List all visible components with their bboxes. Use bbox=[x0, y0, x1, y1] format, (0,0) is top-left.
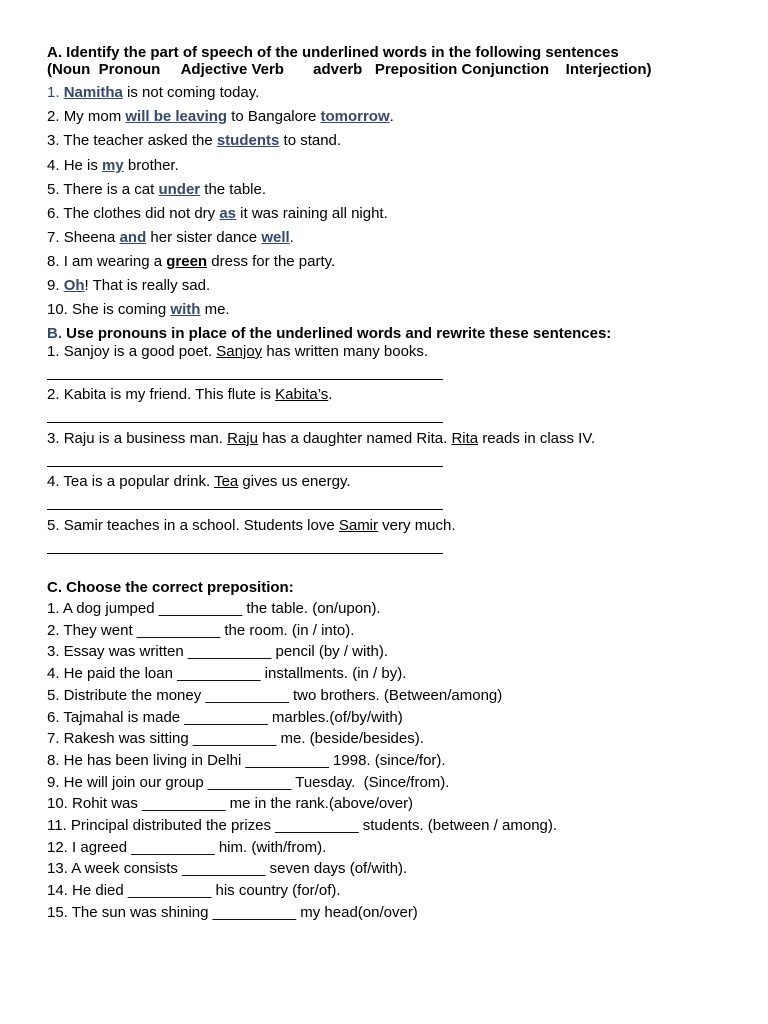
underlined-word: Rita bbox=[451, 430, 479, 447]
list-item bbox=[47, 386, 332, 404]
list-item: 5. Distribute the money __________ two brothers. (Between/among) bbox=[47, 686, 503, 704]
underlined-word: Oh bbox=[63, 277, 85, 294]
underlined-word: well bbox=[261, 229, 290, 246]
list-item bbox=[47, 430, 595, 448]
list-item bbox=[47, 181, 266, 199]
underlined-word: Kabita’s bbox=[275, 386, 329, 403]
answer-line[interactable] bbox=[47, 422, 443, 423]
item-text: reads in class IV. bbox=[478, 430, 596, 447]
item-text: He is bbox=[63, 157, 103, 174]
underlined-word: under bbox=[158, 181, 201, 198]
list-item: 14. He died __________ his country (for/of). bbox=[47, 882, 341, 900]
item-text: I am wearing a bbox=[63, 253, 167, 270]
list-item: 8. He has been living in Delhi __________ 1998. (since/for). bbox=[47, 751, 446, 769]
underlined-word: and bbox=[119, 229, 147, 246]
item-text: The teacher asked the bbox=[63, 132, 217, 149]
list-item: 3. Essay was written __________ pencil (by / with). bbox=[47, 643, 389, 661]
underlined-word: with bbox=[170, 301, 201, 318]
item-text: Raju is a business man. bbox=[63, 430, 228, 447]
item-text: Sheena bbox=[63, 229, 120, 246]
underlined-word: students bbox=[216, 132, 280, 149]
list-item bbox=[47, 473, 351, 491]
list-item: 10. Rohit was __________ me in the rank.(above/over) bbox=[47, 795, 414, 813]
underlined-word: green bbox=[166, 253, 208, 270]
item-number: 6. bbox=[47, 205, 64, 222]
list-item bbox=[47, 108, 394, 126]
item-number: 8. bbox=[47, 253, 64, 270]
section-a-title: A. Identify the part of speech of the underlined words in the following sentences bbox=[47, 44, 619, 61]
list-item: 9. He will join our group __________ Tuesday. (Since/from). bbox=[47, 773, 450, 791]
list-item bbox=[47, 253, 335, 271]
list-item bbox=[47, 157, 179, 175]
item-number: 7. bbox=[47, 229, 64, 246]
item-text: . bbox=[289, 229, 294, 246]
item-text: gives us energy. bbox=[238, 473, 351, 490]
item-text: Samir teaches in a school. Students love bbox=[63, 517, 339, 534]
list-item: 2. They went __________ the room. (in / into). bbox=[47, 621, 355, 639]
item-number: 5. bbox=[47, 181, 64, 198]
item-number: 2. bbox=[47, 386, 64, 403]
item-text: is not coming today. bbox=[122, 84, 260, 101]
answer-line[interactable] bbox=[47, 466, 443, 467]
answer-line[interactable] bbox=[47, 509, 443, 510]
item-text: . bbox=[328, 386, 333, 403]
item-number: 5. bbox=[47, 517, 64, 534]
item-text: brother. bbox=[123, 157, 179, 174]
item-number: 4. bbox=[47, 473, 64, 490]
item-number: 2. bbox=[47, 108, 64, 125]
underlined-word: Samir bbox=[338, 517, 379, 534]
item-text: her sister dance bbox=[146, 229, 262, 246]
item-number: 9. bbox=[47, 277, 64, 294]
item-text: ! That is really sad. bbox=[84, 277, 211, 294]
item-text: My mom bbox=[63, 108, 126, 125]
item-text: me. bbox=[200, 301, 230, 318]
item-text: dress for the party. bbox=[207, 253, 336, 270]
list-item: 13. A week consists __________ seven days (of/with). bbox=[47, 860, 408, 878]
item-text: Kabita is my friend. This flute is bbox=[63, 386, 276, 403]
item-text: the table. bbox=[200, 181, 267, 198]
list-item bbox=[47, 277, 210, 295]
list-item: 4. He paid the loan __________ installments. (in / by). bbox=[47, 665, 407, 683]
underlined-word: will be leaving bbox=[125, 108, 228, 125]
list-item: 6. Tajmahal is made __________ marbles.(of/by/with) bbox=[47, 708, 403, 726]
item-text: There is a cat bbox=[63, 181, 159, 198]
section-c-title: C. Choose the correct preposition: bbox=[47, 579, 294, 596]
section-b-title: B. Use pronouns in place of the underlined words and rewrite these sentences: bbox=[47, 325, 612, 342]
underlined-word: Tea bbox=[214, 473, 239, 490]
list-item bbox=[47, 343, 428, 361]
list-item bbox=[47, 229, 294, 247]
list-item bbox=[47, 301, 230, 319]
item-number: 1. bbox=[47, 84, 64, 101]
underlined-word: Raju bbox=[227, 430, 258, 447]
item-text: Sanjoy is a good poet. bbox=[63, 343, 217, 360]
list-item: 11. Principal distributed the prizes __________ students. (between / among). bbox=[47, 817, 558, 834]
list-item bbox=[47, 132, 341, 150]
underlined-word: as bbox=[219, 205, 237, 222]
list-item: 1. A dog jumped __________ the table. (on/upon). bbox=[47, 600, 381, 617]
underlined-word: Sanjoy bbox=[216, 343, 263, 360]
item-text: has a daughter named Rita. bbox=[257, 430, 452, 447]
item-text: She is coming bbox=[72, 301, 171, 318]
list-item bbox=[47, 517, 456, 535]
section-b-letter: B. bbox=[47, 325, 62, 342]
item-text: Tea is a popular drink. bbox=[63, 473, 215, 490]
item-number: 4. bbox=[47, 157, 64, 174]
section-a-options: (Noun Pronoun Adjective Verb adverb Preposition Conjunction Interjection) bbox=[47, 61, 652, 78]
answer-line[interactable] bbox=[47, 553, 443, 554]
item-text: to Bangalore bbox=[227, 108, 321, 125]
list-item: 15. The sun was shining __________ my head(on/over) bbox=[47, 903, 418, 921]
underlined-word: Namitha bbox=[63, 84, 123, 101]
item-text: it was raining all night. bbox=[236, 205, 388, 222]
item-number: 3. bbox=[47, 132, 64, 149]
underlined-word: tomorrow bbox=[320, 108, 390, 125]
list-item bbox=[47, 205, 388, 223]
item-text: very much. bbox=[378, 517, 456, 534]
answer-line[interactable] bbox=[47, 379, 443, 380]
list-item bbox=[47, 84, 259, 102]
list-item: 12. I agreed __________ him. (with/from). bbox=[47, 838, 327, 856]
item-number: 3. bbox=[47, 430, 64, 447]
item-number: 1. bbox=[47, 343, 64, 360]
item-number: 10. bbox=[47, 301, 73, 318]
item-text: . bbox=[389, 108, 394, 125]
item-text: The clothes did not dry bbox=[63, 205, 220, 222]
list-item: 7. Rakesh was sitting __________ me. (beside/besides). bbox=[47, 730, 424, 748]
item-text: to stand. bbox=[279, 132, 342, 149]
item-text: has written many books. bbox=[262, 343, 429, 360]
underlined-word: my bbox=[102, 157, 124, 174]
